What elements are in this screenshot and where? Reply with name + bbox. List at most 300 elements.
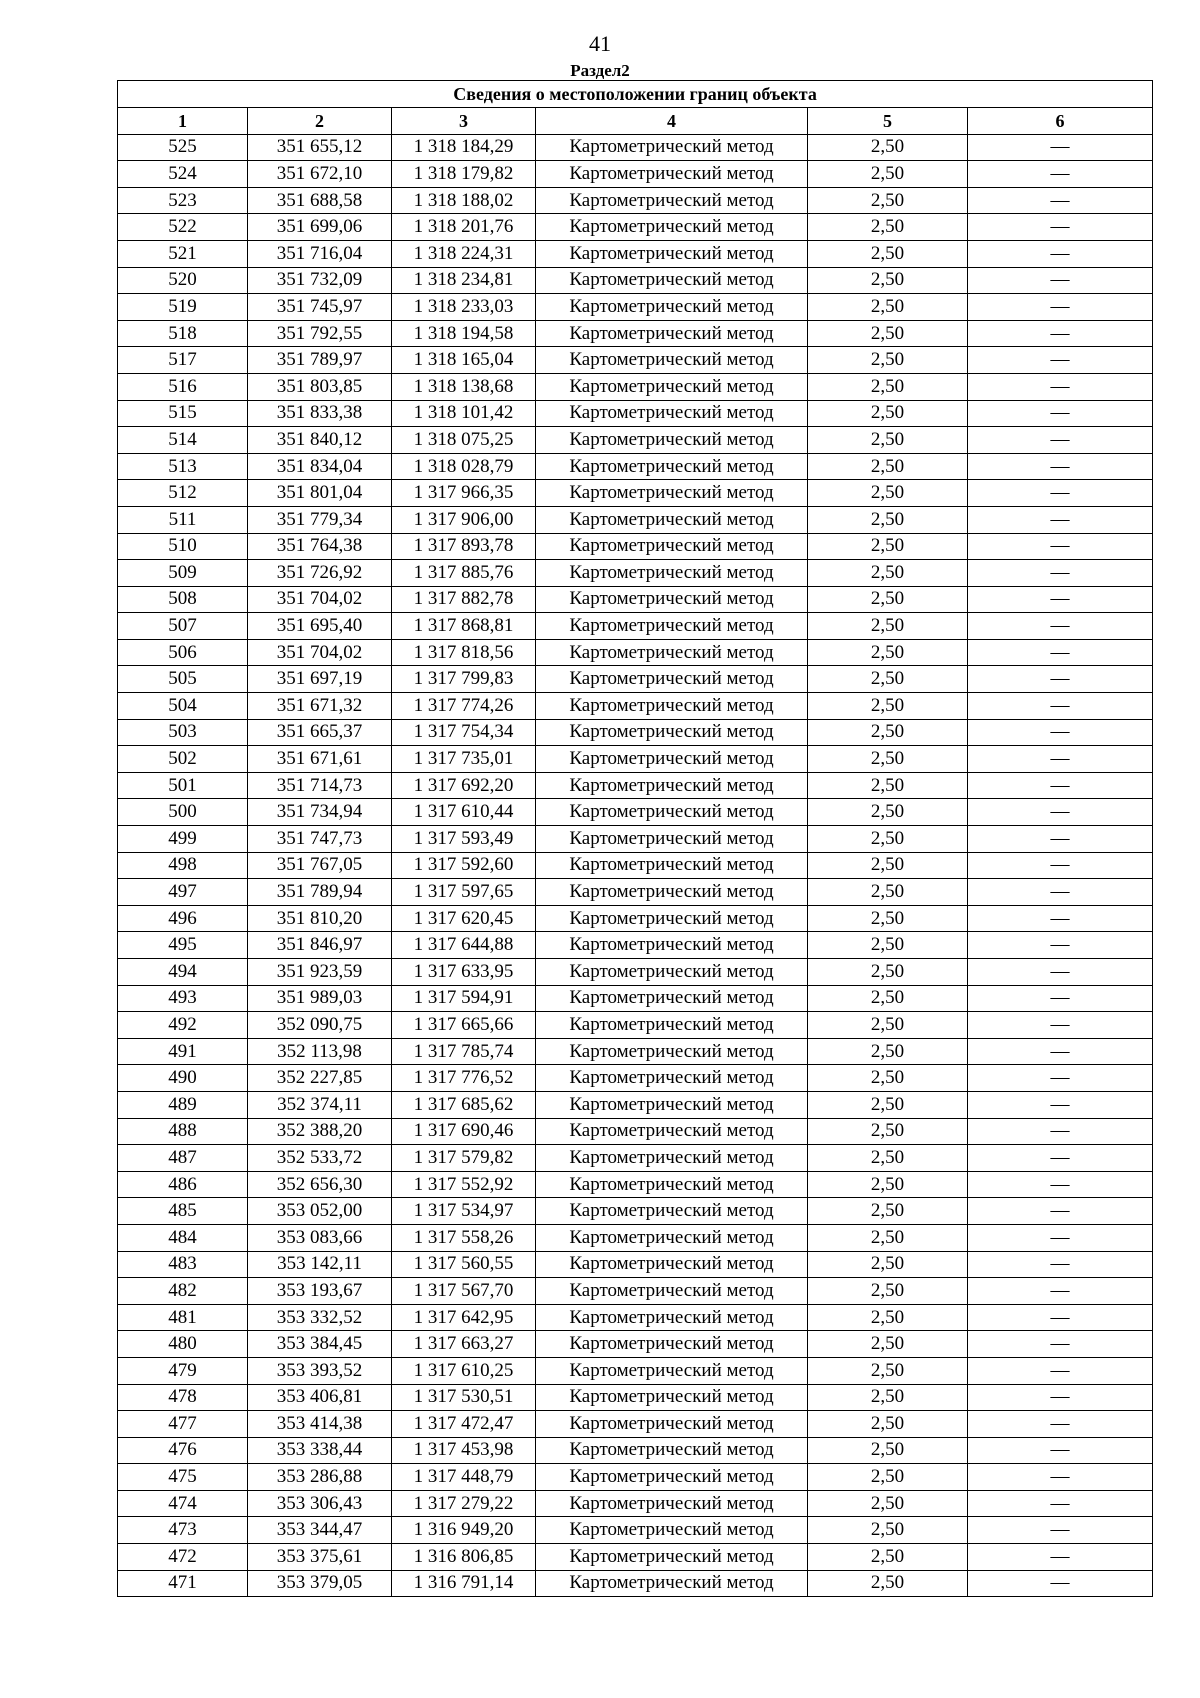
x-coordinate-cell: 353 406,81	[248, 1384, 392, 1411]
accuracy-cell: 2,50	[808, 214, 968, 241]
point-number-cell: 520	[118, 267, 248, 294]
description-cell: —	[968, 799, 1153, 826]
accuracy-cell: 2,50	[808, 799, 968, 826]
x-coordinate-cell: 351 833,38	[248, 400, 392, 427]
description-cell: —	[968, 1065, 1153, 1092]
point-number-cell: 491	[118, 1038, 248, 1065]
method-cell: Картометрический метод	[536, 347, 808, 374]
x-coordinate-cell: 351 779,34	[248, 506, 392, 533]
accuracy-cell: 2,50	[808, 1464, 968, 1491]
method-cell: Картометрический метод	[536, 373, 808, 400]
x-coordinate-cell: 351 726,92	[248, 560, 392, 587]
table-row	[118, 693, 1153, 720]
method-cell: Картометрический метод	[536, 1570, 808, 1597]
y-coordinate-cell: 1 317 818,56	[392, 639, 536, 666]
point-number-cell: 472	[118, 1544, 248, 1571]
x-coordinate-cell: 353 052,00	[248, 1198, 392, 1225]
accuracy-cell: 2,50	[808, 453, 968, 480]
accuracy-cell: 2,50	[808, 746, 968, 773]
method-cell: Картометрический метод	[536, 1251, 808, 1278]
method-cell: Картометрический метод	[536, 1411, 808, 1438]
x-coordinate-cell: 353 306,43	[248, 1490, 392, 1517]
method-cell: Картометрический метод	[536, 1331, 808, 1358]
point-number-cell: 492	[118, 1012, 248, 1039]
column-header: 3	[392, 108, 536, 135]
x-coordinate-cell: 352 090,75	[248, 1012, 392, 1039]
y-coordinate-cell: 1 318 165,04	[392, 347, 536, 374]
x-coordinate-cell: 352 374,11	[248, 1091, 392, 1118]
description-cell: —	[968, 586, 1153, 613]
description-cell: —	[968, 1304, 1153, 1331]
table-row	[118, 1517, 1153, 1544]
table-row	[118, 1198, 1153, 1225]
accuracy-cell: 2,50	[808, 959, 968, 986]
description-cell: —	[968, 1490, 1153, 1517]
table-row	[118, 985, 1153, 1012]
accuracy-cell: 2,50	[808, 1490, 968, 1517]
y-coordinate-cell: 1 317 893,78	[392, 533, 536, 560]
description-cell: —	[968, 506, 1153, 533]
description-cell: —	[968, 932, 1153, 959]
method-cell: Картометрический метод	[536, 134, 808, 161]
column-header: 5	[808, 108, 968, 135]
point-number-cell: 494	[118, 959, 248, 986]
x-coordinate-cell: 351 699,06	[248, 214, 392, 241]
x-coordinate-cell: 351 834,04	[248, 453, 392, 480]
description-cell: —	[968, 1224, 1153, 1251]
x-coordinate-cell: 351 764,38	[248, 533, 392, 560]
table-row	[118, 1570, 1153, 1597]
method-cell: Картометрический метод	[536, 1145, 808, 1172]
method-cell: Картометрический метод	[536, 400, 808, 427]
table-row	[118, 506, 1153, 533]
point-number-cell: 471	[118, 1570, 248, 1597]
method-cell: Картометрический метод	[536, 480, 808, 507]
method-cell: Картометрический метод	[536, 1544, 808, 1571]
x-coordinate-cell: 353 384,45	[248, 1331, 392, 1358]
table-row	[118, 1091, 1153, 1118]
method-cell: Картометрический метод	[536, 1091, 808, 1118]
point-number-cell: 473	[118, 1517, 248, 1544]
description-cell: —	[968, 1357, 1153, 1384]
table-row	[118, 852, 1153, 879]
accuracy-cell: 2,50	[808, 879, 968, 906]
y-coordinate-cell: 1 317 885,76	[392, 560, 536, 587]
point-number-cell: 500	[118, 799, 248, 826]
description-cell: —	[968, 1331, 1153, 1358]
x-coordinate-cell: 351 688,58	[248, 187, 392, 214]
table-row	[118, 1171, 1153, 1198]
description-cell: —	[968, 746, 1153, 773]
point-number-cell: 510	[118, 533, 248, 560]
description-cell: —	[968, 1118, 1153, 1145]
table-row	[118, 1118, 1153, 1145]
y-coordinate-cell: 1 317 692,20	[392, 772, 536, 799]
x-coordinate-cell: 351 745,97	[248, 294, 392, 321]
table-row	[118, 613, 1153, 640]
accuracy-cell: 2,50	[808, 134, 968, 161]
accuracy-cell: 2,50	[808, 373, 968, 400]
point-number-cell: 474	[118, 1490, 248, 1517]
accuracy-cell: 2,50	[808, 560, 968, 587]
table-row	[118, 320, 1153, 347]
point-number-cell: 477	[118, 1411, 248, 1438]
method-cell: Картометрический метод	[536, 161, 808, 188]
table-row	[118, 1464, 1153, 1491]
method-cell: Картометрический метод	[536, 772, 808, 799]
point-number-cell: 517	[118, 347, 248, 374]
y-coordinate-cell: 1 317 597,65	[392, 879, 536, 906]
description-cell: —	[968, 187, 1153, 214]
accuracy-cell: 2,50	[808, 719, 968, 746]
table-row	[118, 373, 1153, 400]
point-number-cell: 519	[118, 294, 248, 321]
point-number-cell: 505	[118, 666, 248, 693]
accuracy-cell: 2,50	[808, 533, 968, 560]
point-number-cell: 484	[118, 1224, 248, 1251]
point-number-cell: 485	[118, 1198, 248, 1225]
method-cell: Картометрический метод	[536, 799, 808, 826]
accuracy-cell: 2,50	[808, 1411, 968, 1438]
description-cell: —	[968, 294, 1153, 321]
accuracy-cell: 2,50	[808, 932, 968, 959]
accuracy-cell: 2,50	[808, 1304, 968, 1331]
table-row	[118, 799, 1153, 826]
table-row	[118, 1437, 1153, 1464]
description-cell: —	[968, 772, 1153, 799]
method-cell: Картометрический метод	[536, 1278, 808, 1305]
method-cell: Картометрический метод	[536, 852, 808, 879]
y-coordinate-cell: 1 317 735,01	[392, 746, 536, 773]
accuracy-cell: 2,50	[808, 1544, 968, 1571]
description-cell: —	[968, 240, 1153, 267]
y-coordinate-cell: 1 317 642,95	[392, 1304, 536, 1331]
point-number-cell: 495	[118, 932, 248, 959]
y-coordinate-cell: 1 317 610,25	[392, 1357, 536, 1384]
method-cell: Картометрический метод	[536, 533, 808, 560]
table-row	[118, 1224, 1153, 1251]
x-coordinate-cell: 351 801,04	[248, 480, 392, 507]
table-row	[118, 1145, 1153, 1172]
table-row	[118, 1490, 1153, 1517]
accuracy-cell: 2,50	[808, 613, 968, 640]
y-coordinate-cell: 1 317 610,44	[392, 799, 536, 826]
description-cell: —	[968, 905, 1153, 932]
table-row	[118, 1012, 1153, 1039]
x-coordinate-cell: 351 697,19	[248, 666, 392, 693]
accuracy-cell: 2,50	[808, 1171, 968, 1198]
y-coordinate-cell: 1 317 774,26	[392, 693, 536, 720]
y-coordinate-cell: 1 317 279,22	[392, 1490, 536, 1517]
x-coordinate-cell: 353 332,52	[248, 1304, 392, 1331]
x-coordinate-cell: 353 344,47	[248, 1517, 392, 1544]
description-cell: —	[968, 959, 1153, 986]
description-cell: —	[968, 560, 1153, 587]
method-cell: Картометрический метод	[536, 294, 808, 321]
accuracy-cell: 2,50	[808, 1118, 968, 1145]
table-row	[118, 746, 1153, 773]
x-coordinate-cell: 351 716,04	[248, 240, 392, 267]
description-cell: —	[968, 1384, 1153, 1411]
table-row	[118, 267, 1153, 294]
description-cell: —	[968, 1464, 1153, 1491]
point-number-cell: 483	[118, 1251, 248, 1278]
accuracy-cell: 2,50	[808, 693, 968, 720]
x-coordinate-cell: 351 767,05	[248, 852, 392, 879]
y-coordinate-cell: 1 318 194,58	[392, 320, 536, 347]
table-row	[118, 347, 1153, 374]
x-coordinate-cell: 351 846,97	[248, 932, 392, 959]
point-number-cell: 480	[118, 1331, 248, 1358]
column-header: 1	[118, 108, 248, 135]
accuracy-cell: 2,50	[808, 1145, 968, 1172]
table-row	[118, 400, 1153, 427]
table-row	[118, 1544, 1153, 1571]
accuracy-cell: 2,50	[808, 772, 968, 799]
point-number-cell: 493	[118, 985, 248, 1012]
point-number-cell: 476	[118, 1437, 248, 1464]
method-cell: Картометрический метод	[536, 1171, 808, 1198]
accuracy-cell: 2,50	[808, 267, 968, 294]
method-cell: Картометрический метод	[536, 613, 808, 640]
accuracy-cell: 2,50	[808, 985, 968, 1012]
method-cell: Картометрический метод	[536, 1198, 808, 1225]
y-coordinate-cell: 1 317 594,91	[392, 985, 536, 1012]
accuracy-cell: 2,50	[808, 320, 968, 347]
x-coordinate-cell: 353 414,38	[248, 1411, 392, 1438]
accuracy-cell: 2,50	[808, 347, 968, 374]
x-coordinate-cell: 351 747,73	[248, 826, 392, 853]
description-cell: —	[968, 693, 1153, 720]
point-number-cell: 511	[118, 506, 248, 533]
description-cell: —	[968, 1198, 1153, 1225]
method-cell: Картометрический метод	[536, 1384, 808, 1411]
x-coordinate-cell: 353 142,11	[248, 1251, 392, 1278]
point-number-cell: 518	[118, 320, 248, 347]
table-row	[118, 1384, 1153, 1411]
section-title: Раздел2	[570, 61, 630, 80]
y-coordinate-cell: 1 317 690,46	[392, 1118, 536, 1145]
point-number-cell: 502	[118, 746, 248, 773]
accuracy-cell: 2,50	[808, 905, 968, 932]
method-cell: Картометрический метод	[536, 1490, 808, 1517]
accuracy-cell: 2,50	[808, 1357, 968, 1384]
y-coordinate-cell: 1 317 453,98	[392, 1437, 536, 1464]
description-cell: —	[968, 1012, 1153, 1039]
table-row	[118, 1251, 1153, 1278]
x-coordinate-cell: 351 671,32	[248, 693, 392, 720]
y-coordinate-cell: 1 317 579,82	[392, 1145, 536, 1172]
accuracy-cell: 2,50	[808, 1331, 968, 1358]
table-row	[118, 1411, 1153, 1438]
description-cell: —	[968, 320, 1153, 347]
description-cell: —	[968, 453, 1153, 480]
method-cell: Картометрический метод	[536, 985, 808, 1012]
y-coordinate-cell: 1 318 184,29	[392, 134, 536, 161]
point-number-cell: 478	[118, 1384, 248, 1411]
description-cell: —	[968, 719, 1153, 746]
accuracy-cell: 2,50	[808, 240, 968, 267]
method-cell: Картометрический метод	[536, 453, 808, 480]
description-cell: —	[968, 1544, 1153, 1571]
y-coordinate-cell: 1 317 906,00	[392, 506, 536, 533]
method-cell: Картометрический метод	[536, 214, 808, 241]
y-coordinate-cell: 1 316 949,20	[392, 1517, 536, 1544]
x-coordinate-cell: 351 671,61	[248, 746, 392, 773]
method-cell: Картометрический метод	[536, 905, 808, 932]
x-coordinate-cell: 353 375,61	[248, 1544, 392, 1571]
x-coordinate-cell: 351 789,97	[248, 347, 392, 374]
point-number-cell: 525	[118, 134, 248, 161]
table-row	[118, 560, 1153, 587]
point-number-cell: 504	[118, 693, 248, 720]
method-cell: Картометрический метод	[536, 693, 808, 720]
x-coordinate-cell: 351 714,73	[248, 772, 392, 799]
x-coordinate-cell: 351 672,10	[248, 161, 392, 188]
accuracy-cell: 2,50	[808, 852, 968, 879]
x-coordinate-cell: 352 388,20	[248, 1118, 392, 1145]
x-coordinate-cell: 351 665,37	[248, 719, 392, 746]
x-coordinate-cell: 351 789,94	[248, 879, 392, 906]
method-cell: Картометрический метод	[536, 1517, 808, 1544]
table-row	[118, 879, 1153, 906]
point-number-cell: 523	[118, 187, 248, 214]
point-number-cell: 499	[118, 826, 248, 853]
description-cell: —	[968, 879, 1153, 906]
description-cell: —	[968, 214, 1153, 241]
accuracy-cell: 2,50	[808, 187, 968, 214]
point-number-cell: 490	[118, 1065, 248, 1092]
table-row	[118, 427, 1153, 454]
x-coordinate-cell: 353 193,67	[248, 1278, 392, 1305]
accuracy-cell: 2,50	[808, 666, 968, 693]
description-cell: —	[968, 985, 1153, 1012]
point-number-cell: 507	[118, 613, 248, 640]
x-coordinate-cell: 353 083,66	[248, 1224, 392, 1251]
description-cell: —	[968, 1038, 1153, 1065]
accuracy-cell: 2,50	[808, 639, 968, 666]
column-header-row	[118, 108, 1153, 135]
table-row	[118, 826, 1153, 853]
table-row	[118, 772, 1153, 799]
table-body	[118, 134, 1153, 1597]
y-coordinate-cell: 1 317 560,55	[392, 1251, 536, 1278]
x-coordinate-cell: 351 803,85	[248, 373, 392, 400]
table-row	[118, 586, 1153, 613]
table-row	[118, 533, 1153, 560]
method-cell: Картометрический метод	[536, 1224, 808, 1251]
point-number-cell: 508	[118, 586, 248, 613]
accuracy-cell: 2,50	[808, 294, 968, 321]
table-row	[118, 161, 1153, 188]
accuracy-cell: 2,50	[808, 1278, 968, 1305]
method-cell: Картометрический метод	[536, 1304, 808, 1331]
y-coordinate-cell: 1 318 224,31	[392, 240, 536, 267]
y-coordinate-cell: 1 317 685,62	[392, 1091, 536, 1118]
point-number-cell: 479	[118, 1357, 248, 1384]
table-row	[118, 1331, 1153, 1358]
y-coordinate-cell: 1 318 233,03	[392, 294, 536, 321]
point-number-cell: 486	[118, 1171, 248, 1198]
accuracy-cell: 2,50	[808, 161, 968, 188]
point-number-cell: 509	[118, 560, 248, 587]
y-coordinate-cell: 1 317 593,49	[392, 826, 536, 853]
y-coordinate-cell: 1 317 448,79	[392, 1464, 536, 1491]
column-header: 2	[248, 108, 392, 135]
point-number-cell: 496	[118, 905, 248, 932]
table-row	[118, 134, 1153, 161]
method-cell: Картометрический метод	[536, 666, 808, 693]
table-row	[118, 639, 1153, 666]
description-cell: —	[968, 1570, 1153, 1597]
point-number-cell: 522	[118, 214, 248, 241]
y-coordinate-cell: 1 317 799,83	[392, 666, 536, 693]
x-coordinate-cell: 351 732,09	[248, 267, 392, 294]
point-number-cell: 475	[118, 1464, 248, 1491]
table-row	[118, 1304, 1153, 1331]
point-number-cell: 514	[118, 427, 248, 454]
method-cell: Картометрический метод	[536, 267, 808, 294]
description-cell: —	[968, 373, 1153, 400]
description-cell: —	[968, 427, 1153, 454]
table-row	[118, 666, 1153, 693]
y-coordinate-cell: 1 317 663,27	[392, 1331, 536, 1358]
table-row	[118, 932, 1153, 959]
column-header: 4	[536, 108, 808, 135]
table-row	[118, 214, 1153, 241]
description-cell: —	[968, 613, 1153, 640]
method-cell: Картометрический метод	[536, 932, 808, 959]
x-coordinate-cell: 353 286,88	[248, 1464, 392, 1491]
point-number-cell: 521	[118, 240, 248, 267]
point-number-cell: 506	[118, 639, 248, 666]
description-cell: —	[968, 1145, 1153, 1172]
y-coordinate-cell: 1 317 567,70	[392, 1278, 536, 1305]
y-coordinate-cell: 1 317 882,78	[392, 586, 536, 613]
accuracy-cell: 2,50	[808, 1012, 968, 1039]
method-cell: Картометрический метод	[536, 959, 808, 986]
y-coordinate-cell: 1 316 806,85	[392, 1544, 536, 1571]
y-coordinate-cell: 1 317 966,35	[392, 480, 536, 507]
accuracy-cell: 2,50	[808, 826, 968, 853]
method-cell: Картометрический метод	[536, 1437, 808, 1464]
accuracy-cell: 2,50	[808, 1384, 968, 1411]
method-cell: Картометрический метод	[536, 1038, 808, 1065]
y-coordinate-cell: 1 317 552,92	[392, 1171, 536, 1198]
point-number-cell: 516	[118, 373, 248, 400]
method-cell: Картометрический метод	[536, 1065, 808, 1092]
accuracy-cell: 2,50	[808, 1437, 968, 1464]
table-row	[118, 240, 1153, 267]
table-row	[118, 1357, 1153, 1384]
x-coordinate-cell: 352 113,98	[248, 1038, 392, 1065]
table-row	[118, 1278, 1153, 1305]
description-cell: —	[968, 1278, 1153, 1305]
method-cell: Картометрический метод	[536, 1357, 808, 1384]
accuracy-cell: 2,50	[808, 1065, 968, 1092]
y-coordinate-cell: 1 317 665,66	[392, 1012, 536, 1039]
accuracy-cell: 2,50	[808, 400, 968, 427]
y-coordinate-cell: 1 317 644,88	[392, 932, 536, 959]
point-number-cell: 481	[118, 1304, 248, 1331]
table-caption: Сведения о местоположении границ объекта	[118, 81, 1153, 108]
point-number-cell: 524	[118, 161, 248, 188]
table-row	[118, 1038, 1153, 1065]
y-coordinate-cell: 1 317 530,51	[392, 1384, 536, 1411]
table-row	[118, 480, 1153, 507]
y-coordinate-cell: 1 318 188,02	[392, 187, 536, 214]
x-coordinate-cell: 351 840,12	[248, 427, 392, 454]
